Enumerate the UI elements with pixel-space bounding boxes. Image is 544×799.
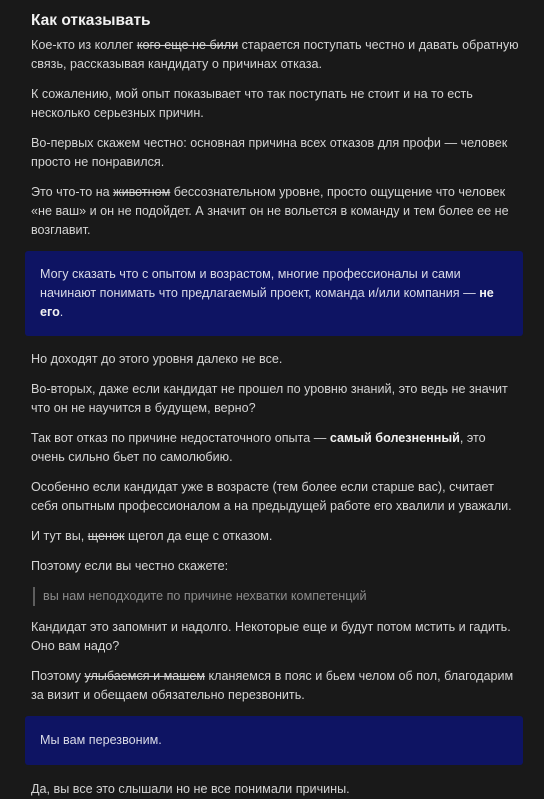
paragraph-experience: К сожалению, мой опыт показывает что так поступать не стоит и на то есть несколько серьезных причин.: [31, 87, 473, 120]
strikethrough-text: животном: [113, 185, 171, 199]
paragraph-conclusion: Да, вы все это слышали но не все понимали причины.: [31, 782, 350, 796]
paragraph-subconscious: Это что-то на животном бессознательном уровне, просто ощущение что человек «не ваш» и он не подойдет. А значит он не вольется в команду и тем более ее не возглавит.: [31, 185, 509, 237]
bold-text: не его: [40, 286, 494, 319]
paragraph-first-reason: Во-первых скажем честно: основная причина всех отказов для профи — человек просто не понравился.: [31, 136, 508, 169]
paragraph-painful: Так вот отказ по причине недостаточного опыта — самый болезненный, это очень сильно бьет по самолюбию.: [31, 431, 486, 464]
paragraph-colleagues: Кое-кто из коллег кого еще не били старается поступать честно и давать обратную связь, рассказывая кандидату о причинах отказа.: [31, 38, 519, 71]
strikethrough-text: щенок: [87, 529, 125, 543]
paragraph-if-honest: Поэтому если вы честно скажете:: [31, 559, 229, 573]
paragraph-age: Особенно если кандидат уже в возрасте (тем более если старше вас), считает себя опытным профессионалом а на предыдущей работе его хвалили и уважали.: [31, 480, 512, 513]
paragraph-not-all: Но доходят до этого уровня далеко не все.: [31, 352, 283, 366]
section-title: Как отказывать: [31, 12, 151, 29]
quote-block: вы нам неподходите по причине нехватки компетенций: [33, 587, 519, 606]
bold-text: самый болезненный: [329, 431, 460, 445]
paragraph-therefore: Поэтому улыбаемся и машем кланяемся в пояс и бьем челом об пол, благодарим за визит и обещаем обязательно перезвонить.: [31, 669, 514, 702]
callout-box-callback: Мы вам перезвоним.: [25, 716, 523, 765]
paragraph-remember: Кандидат это запомнит и надолго. Некоторые еще и будут потом мстить и гадить. Оно вам надо?: [31, 620, 511, 653]
paragraph-rejection: И тут вы, щенок щегол да еще с отказом.: [31, 529, 273, 543]
strikethrough-text: кого еще не били: [136, 38, 239, 52]
strikethrough-text: улыбаемся и машем: [84, 669, 206, 683]
paragraph-second-reason: Во-вторых, даже если кандидат не прошел по уровню знаний, это ведь не значит что он не научится в будущем, верно?: [31, 382, 508, 415]
callout-box: Могу сказать что с опытом и возрастом, многие профессионалы и сами начинают понимать что предлагаемый проект, команда и/или компания — не его.: [25, 251, 523, 336]
